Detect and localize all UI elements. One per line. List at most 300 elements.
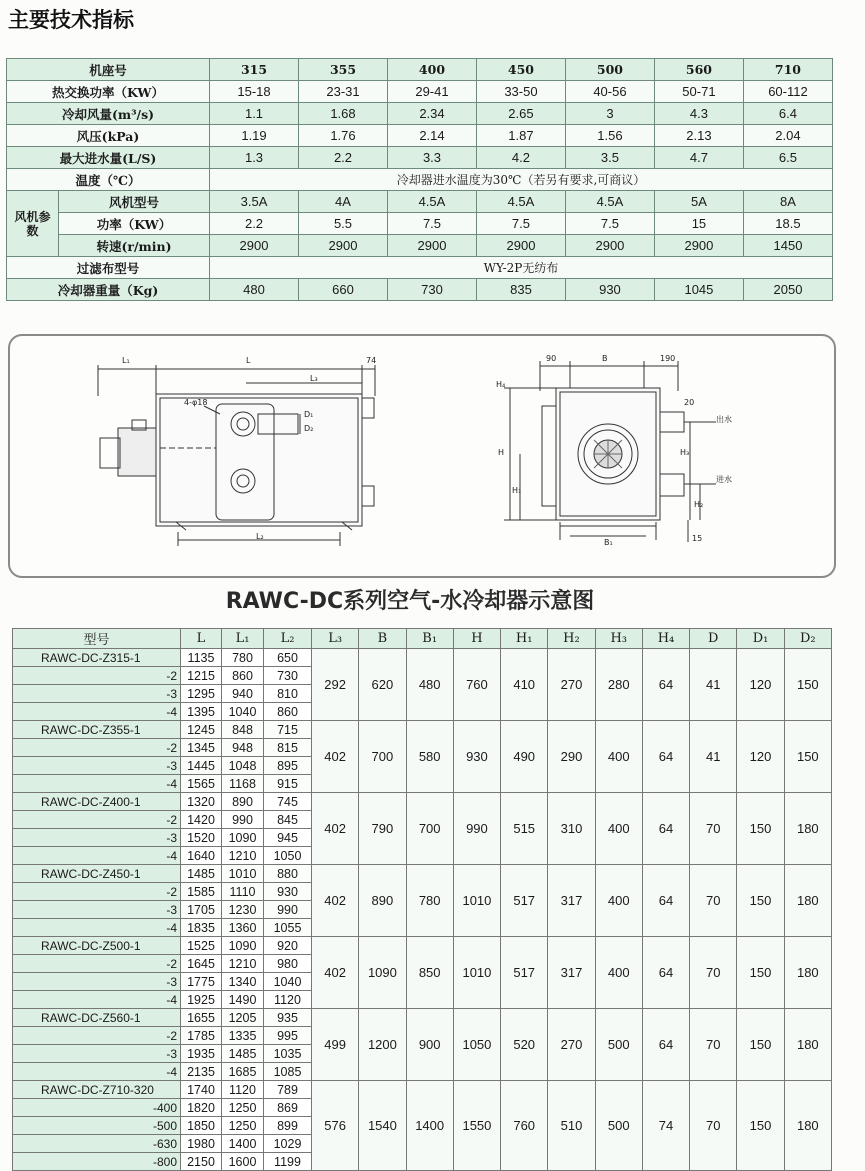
spec-cell: 2900: [299, 235, 388, 257]
spec-temp-row: [7, 169, 833, 191]
spec-cell: 1450: [743, 235, 832, 257]
dimension-table: [12, 628, 832, 1171]
spec-cell: 2900: [210, 235, 299, 257]
dims-header-cell: H₁: [501, 629, 548, 649]
spec-cell: 660: [299, 279, 388, 301]
dims-cell: 1485: [181, 865, 222, 883]
dims-group-value: 1550: [453, 1081, 500, 1171]
dims-model-name: -2: [13, 1027, 181, 1045]
dims-cell: 1085: [264, 1063, 312, 1081]
dims-cell: 1820: [181, 1099, 222, 1117]
dims-cell: 1295: [181, 685, 222, 703]
dims-row: [13, 649, 832, 667]
dims-group-value: 490: [501, 721, 548, 793]
dims-cell: 1250: [222, 1099, 264, 1117]
dim-B1: B₁: [604, 538, 613, 547]
dims-model-name: -4: [13, 919, 181, 937]
dims-cell: 1205: [222, 1009, 264, 1027]
spec-model-355: 355: [299, 59, 388, 81]
spec-cell: 4.3: [654, 103, 743, 125]
dims-row: [13, 721, 832, 739]
spec-fan-label: 功率（KW）: [59, 213, 210, 235]
dims-cell: 780: [222, 649, 264, 667]
dims-group-value: 580: [406, 721, 453, 793]
dims-cell: 935: [264, 1009, 312, 1027]
spec-cell: 6.4: [743, 103, 832, 125]
dims-cell: 890: [222, 793, 264, 811]
dims-group-value: 400: [595, 793, 642, 865]
dims-group-value: 402: [312, 793, 359, 865]
dims-group-value: 890: [359, 865, 406, 937]
spec-model-560: 560: [654, 59, 743, 81]
spec-cell: 1.56: [565, 125, 654, 147]
dims-cell: 980: [264, 955, 312, 973]
spec-header-row: [7, 59, 833, 81]
spec-filter-value: WY-2P无纺布: [210, 257, 833, 279]
dims-cell: 1210: [222, 847, 264, 865]
dims-cell: 1740: [181, 1081, 222, 1099]
spec-cell: 1045: [654, 279, 743, 301]
dims-cell: 1640: [181, 847, 222, 865]
schematic-diagram: [8, 334, 836, 578]
dims-group-value: 150: [737, 865, 784, 937]
dims-cell: 1600: [222, 1153, 264, 1171]
dims-model-name: -3: [13, 757, 181, 775]
dims-model-group: [13, 721, 832, 793]
dims-cell: 1565: [181, 775, 222, 793]
diagram-labels: [10, 336, 834, 576]
dims-header-cell: L₂: [264, 629, 312, 649]
spec-temp-label: 温度（℃）: [7, 169, 210, 191]
dims-group-value: 64: [642, 649, 689, 721]
spec-cell: 15-18: [210, 81, 299, 103]
dims-group-value: 150: [784, 649, 831, 721]
spec-cell: 480: [210, 279, 299, 301]
spec-cell: 2900: [565, 235, 654, 257]
dims-group-value: 70: [690, 1009, 737, 1081]
dims-group-value: 150: [737, 1081, 784, 1171]
spec-filter-label: 过滤布型号: [7, 257, 210, 279]
dims-row: [13, 793, 832, 811]
spec-cell: 2900: [654, 235, 743, 257]
dims-model-name: -3: [13, 685, 181, 703]
dims-group-value: 402: [312, 937, 359, 1009]
dims-cell: 1420: [181, 811, 222, 829]
dims-model-name: -630: [13, 1135, 181, 1153]
dims-group-value: 930: [453, 721, 500, 793]
dims-model-group: [13, 1009, 832, 1081]
dims-group-value: 402: [312, 721, 359, 793]
dims-group-value: 150: [737, 1009, 784, 1081]
dim-D1: D₁: [304, 410, 314, 419]
dims-group-value: 280: [595, 649, 642, 721]
dims-cell: 1215: [181, 667, 222, 685]
dim-L3: L₃: [310, 374, 318, 383]
dims-row: [13, 937, 832, 955]
spec-cell: 60-112: [743, 81, 832, 103]
schematic-title: RAWC-DC系列空气-水冷却器示意图: [225, 589, 595, 614]
dims-group-value: 150: [784, 721, 831, 793]
dims-group-value: 900: [406, 1009, 453, 1081]
dims-group-value: 700: [406, 793, 453, 865]
spec-cell: 6.5: [743, 147, 832, 169]
dims-cell: 990: [264, 901, 312, 919]
dims-model-name: -3: [13, 1045, 181, 1063]
spec-cell: 29-41: [387, 81, 476, 103]
spec-cell: 3.5A: [210, 191, 299, 213]
dims-group-value: 290: [548, 721, 595, 793]
dims-group-value: 120: [737, 721, 784, 793]
dims-model-name: RAWC-DC-Z710-320: [13, 1081, 181, 1099]
dims-cell: 2150: [181, 1153, 222, 1171]
dim-190: 190: [660, 354, 676, 363]
dims-group-value: 760: [501, 1081, 548, 1171]
spec-cell: 2050: [743, 279, 832, 301]
dim-20: 20: [684, 398, 695, 407]
dims-cell: 1048: [222, 757, 264, 775]
spec-row-label: 风压(kPa): [7, 125, 210, 147]
dims-cell: 1040: [222, 703, 264, 721]
spec-cell: 3.3: [387, 147, 476, 169]
dims-group-value: 310: [548, 793, 595, 865]
dims-header-cell: H₃: [595, 629, 642, 649]
dim-90: 90: [546, 354, 557, 363]
spec-cell: 2.13: [654, 125, 743, 147]
dims-cell: 1850: [181, 1117, 222, 1135]
dims-group-value: 270: [548, 1009, 595, 1081]
dims-cell: 1925: [181, 991, 222, 1009]
dims-cell: 1055: [264, 919, 312, 937]
dims-cell: 940: [222, 685, 264, 703]
spec-weight-label: 冷却器重量（Kg): [7, 279, 210, 301]
dims-cell: 1485: [222, 1045, 264, 1063]
dims-cell: 930: [264, 883, 312, 901]
dims-group-value: 500: [595, 1009, 642, 1081]
spec-cell: 1.1: [210, 103, 299, 125]
dims-group-value: 64: [642, 721, 689, 793]
dims-cell: 1335: [222, 1027, 264, 1045]
dim-L: L: [246, 356, 251, 365]
dims-cell: 1320: [181, 793, 222, 811]
spec-fan-row: [7, 213, 833, 235]
dims-cell: 1210: [222, 955, 264, 973]
spec-cell: 1.19: [210, 125, 299, 147]
spec-row: [7, 125, 833, 147]
spec-row: [7, 81, 833, 103]
dims-group-value: 517: [501, 937, 548, 1009]
dims-cell: 715: [264, 721, 312, 739]
spec-cell: 2.14: [387, 125, 476, 147]
spec-fan-label: 风机型号: [59, 191, 210, 213]
dims-group-value: 64: [642, 865, 689, 937]
dims-cell: 860: [264, 703, 312, 721]
dim-H: H: [498, 448, 505, 457]
dims-cell: 1029: [264, 1135, 312, 1153]
spec-cell: 2900: [476, 235, 565, 257]
dims-group-value: 780: [406, 865, 453, 937]
dims-cell: 1250: [222, 1117, 264, 1135]
dims-header-cell: L₁: [222, 629, 264, 649]
spec-model-500: 500: [565, 59, 654, 81]
dims-cell: 990: [222, 811, 264, 829]
spec-row-label: 最大进水量(L/S): [7, 147, 210, 169]
dims-cell: 1785: [181, 1027, 222, 1045]
dims-model-name: -2: [13, 811, 181, 829]
dims-model-name: -800: [13, 1153, 181, 1171]
dim-L1-left: L₁: [122, 356, 130, 365]
dims-cell: 1445: [181, 757, 222, 775]
spec-fan-row: [7, 235, 833, 257]
dims-group-value: 70: [690, 793, 737, 865]
dims-model-name: -2: [13, 883, 181, 901]
dims-group-value: 510: [548, 1081, 595, 1171]
dims-cell: 1035: [264, 1045, 312, 1063]
dims-model-name: RAWC-DC-Z400-1: [13, 793, 181, 811]
dims-model-name: -4: [13, 703, 181, 721]
dims-group-value: 1010: [453, 937, 500, 1009]
spec-cell: 4A: [299, 191, 388, 213]
dims-cell: 1110: [222, 883, 264, 901]
water-in-label: 进水: [716, 475, 732, 484]
dim-D2: D₂: [304, 424, 314, 433]
dims-group-value: 576: [312, 1081, 359, 1171]
spec-cell: 2.2: [299, 147, 388, 169]
dims-cell: 1775: [181, 973, 222, 991]
dims-header-cell: D₁: [737, 629, 784, 649]
dims-cell: 895: [264, 757, 312, 775]
dims-model-name: -4: [13, 991, 181, 1009]
spec-cell: 835: [476, 279, 565, 301]
dims-cell: 1585: [181, 883, 222, 901]
dims-cell: 948: [222, 739, 264, 757]
spec-model-400: 400: [387, 59, 476, 81]
dims-group-value: 64: [642, 937, 689, 1009]
dims-cell: 650: [264, 649, 312, 667]
dims-cell: 1490: [222, 991, 264, 1009]
dims-cell: 899: [264, 1117, 312, 1135]
spec-cell: 18.5: [743, 213, 832, 235]
dims-model-name: -3: [13, 829, 181, 847]
dims-model-group: [13, 1081, 832, 1171]
dims-cell: 1645: [181, 955, 222, 973]
dims-cell: 869: [264, 1099, 312, 1117]
spec-cell: 2.04: [743, 125, 832, 147]
dims-model-name: -4: [13, 1063, 181, 1081]
dims-cell: 1090: [222, 937, 264, 955]
dims-header-cell: B: [359, 629, 406, 649]
dims-group-value: 500: [595, 1081, 642, 1171]
spec-table: [6, 58, 833, 301]
dims-cell: 1525: [181, 937, 222, 955]
spec-cell: 2.65: [476, 103, 565, 125]
dims-header-cell: D₂: [784, 629, 831, 649]
spec-cell: 4.2: [476, 147, 565, 169]
dims-group-value: 410: [501, 649, 548, 721]
dims-model-name: -500: [13, 1117, 181, 1135]
dims-group-value: 41: [690, 721, 737, 793]
dims-cell: 860: [222, 667, 264, 685]
dims-cell: 1168: [222, 775, 264, 793]
dims-model-name: -400: [13, 1099, 181, 1117]
dims-model-group: [13, 865, 832, 937]
dims-group-value: 520: [501, 1009, 548, 1081]
spec-cell: 4.5A: [565, 191, 654, 213]
dim-L2: L₂: [256, 532, 264, 541]
dims-header-cell: H₄: [642, 629, 689, 649]
spec-row: [7, 103, 833, 125]
dims-cell: 789: [264, 1081, 312, 1099]
spec-header-label: 机座号: [7, 59, 210, 81]
dims-group-value: 480: [406, 649, 453, 721]
dims-group-value: 180: [784, 865, 831, 937]
dims-group-value: 517: [501, 865, 548, 937]
spec-cell: 730: [387, 279, 476, 301]
dims-cell: 1400: [222, 1135, 264, 1153]
dims-group-value: 990: [453, 793, 500, 865]
dims-group-value: 64: [642, 793, 689, 865]
dims-cell: 1340: [222, 973, 264, 991]
dims-cell: 1199: [264, 1153, 312, 1171]
spec-cell: 4.5A: [476, 191, 565, 213]
dims-group-value: 292: [312, 649, 359, 721]
dims-cell: 1520: [181, 829, 222, 847]
dims-model-group: [13, 649, 832, 721]
dims-group-value: 70: [690, 865, 737, 937]
dims-group-value: 760: [453, 649, 500, 721]
dim-H2: H₂: [694, 500, 704, 509]
dims-model-name: -2: [13, 955, 181, 973]
dims-group-value: 120: [737, 649, 784, 721]
dims-cell: 848: [222, 721, 264, 739]
dims-cell: 1090: [222, 829, 264, 847]
dims-group-value: 1200: [359, 1009, 406, 1081]
dims-cell: 1245: [181, 721, 222, 739]
dims-group-value: 515: [501, 793, 548, 865]
dim-74: 74: [366, 356, 377, 365]
dims-group-value: 180: [784, 937, 831, 1009]
dims-group-value: 317: [548, 937, 595, 1009]
dims-model-name: -4: [13, 847, 181, 865]
dims-group-value: 180: [784, 793, 831, 865]
spec-filter-row: [7, 257, 833, 279]
dims-group-value: 150: [737, 793, 784, 865]
spec-weight-row: [7, 279, 833, 301]
dims-model-name: -2: [13, 739, 181, 757]
dims-group-value: 400: [595, 937, 642, 1009]
dims-header-cell: D: [690, 629, 737, 649]
dims-group-value: 1010: [453, 865, 500, 937]
dims-group-value: 150: [737, 937, 784, 1009]
spec-cell: 40-56: [565, 81, 654, 103]
dims-header-cell: L: [181, 629, 222, 649]
dims-group-value: 180: [784, 1009, 831, 1081]
dims-group-value: 41: [690, 649, 737, 721]
dims-model-group: [13, 937, 832, 1009]
dims-cell: 1655: [181, 1009, 222, 1027]
dims-cell: 1835: [181, 919, 222, 937]
dims-group-value: 400: [595, 721, 642, 793]
dims-model-name: RAWC-DC-Z355-1: [13, 721, 181, 739]
spec-cell: 4.5A: [387, 191, 476, 213]
spec-cell: 1.3: [210, 147, 299, 169]
dims-cell: 915: [264, 775, 312, 793]
dims-header-cell: H: [453, 629, 500, 649]
water-out-label: 出水: [716, 415, 732, 424]
spec-cell: 2.2: [210, 213, 299, 235]
dims-model-name: RAWC-DC-Z560-1: [13, 1009, 181, 1027]
dims-cell: 1395: [181, 703, 222, 721]
spec-cell: 7.5: [387, 213, 476, 235]
spec-cell: 1.87: [476, 125, 565, 147]
dims-model-name: -2: [13, 667, 181, 685]
dims-model-name: RAWC-DC-Z315-1: [13, 649, 181, 667]
dims-group-value: 70: [690, 1081, 737, 1171]
dims-group-value: 270: [548, 649, 595, 721]
dims-header-cell: L₃: [312, 629, 359, 649]
dim-H4: H₄: [496, 380, 506, 389]
dims-cell: 995: [264, 1027, 312, 1045]
dims-group-value: 1540: [359, 1081, 406, 1171]
spec-row-label: 热交换功率（KW）: [7, 81, 210, 103]
spec-cell: 5A: [654, 191, 743, 213]
dims-row: [13, 865, 832, 883]
dims-header-cell: B₁: [406, 629, 453, 649]
spec-model-710: 710: [743, 59, 832, 81]
dims-cell: 1705: [181, 901, 222, 919]
dims-group-value: 790: [359, 793, 406, 865]
dims-group-value: 180: [784, 1081, 831, 1171]
dims-group-value: 70: [690, 937, 737, 1009]
dims-cell: 1120: [264, 991, 312, 1009]
spec-cell: 4.7: [654, 147, 743, 169]
spec-model-450: 450: [476, 59, 565, 81]
dims-model-name: RAWC-DC-Z450-1: [13, 865, 181, 883]
dims-cell: 1980: [181, 1135, 222, 1153]
spec-cell: 3: [565, 103, 654, 125]
spec-fan-label: 转速(r/min): [59, 235, 210, 257]
dims-model-name: -3: [13, 901, 181, 919]
dims-group-value: 700: [359, 721, 406, 793]
dims-cell: 810: [264, 685, 312, 703]
dims-cell: 2135: [181, 1063, 222, 1081]
dims-group-value: 74: [642, 1081, 689, 1171]
spec-cell: 23-31: [299, 81, 388, 103]
dims-cell: 1135: [181, 649, 222, 667]
dims-group-value: 1400: [406, 1081, 453, 1171]
spec-cell: 2900: [387, 235, 476, 257]
dim-B: B: [602, 354, 608, 363]
dims-group-value: 64: [642, 1009, 689, 1081]
dims-row: [13, 1009, 832, 1027]
spec-cell: 2.34: [387, 103, 476, 125]
spec-fan-group-label: 风机参数: [7, 191, 59, 257]
dims-header-cell: 型号: [13, 629, 181, 649]
dims-model-name: RAWC-DC-Z500-1: [13, 937, 181, 955]
dims-cell: 815: [264, 739, 312, 757]
dims-cell: 1360: [222, 919, 264, 937]
dims-cell: 1935: [181, 1045, 222, 1063]
dims-cell: 920: [264, 937, 312, 955]
dims-cell: 1345: [181, 739, 222, 757]
dims-cell: 1120: [222, 1081, 264, 1099]
dims-header-row: [13, 629, 832, 649]
dims-cell: 1040: [264, 973, 312, 991]
spec-cell: 33-50: [476, 81, 565, 103]
dims-cell: 845: [264, 811, 312, 829]
dim-H1: H₁: [512, 486, 522, 495]
dim-15: 15: [692, 534, 703, 543]
spec-cell: 7.5: [565, 213, 654, 235]
